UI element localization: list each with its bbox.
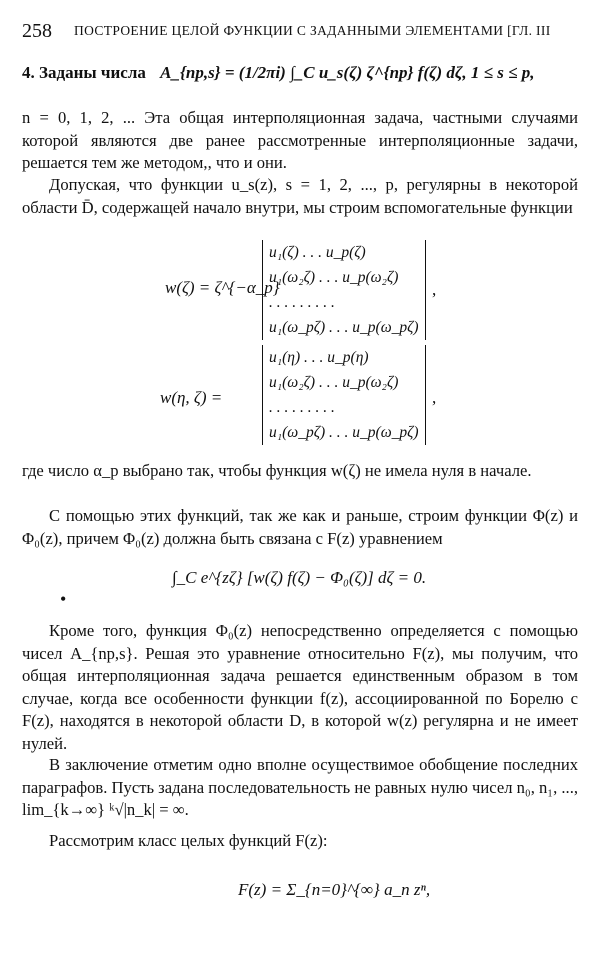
det2-row: u₁(ω_pζ) . . . u_p(ω_pζ) xyxy=(269,424,419,441)
section-4-formula: A_{np,s} = (1/2πi) ∫_C u_s(ζ) ζ^{np} f(ζ) dζ, 1 ≤ s ≤ p, xyxy=(160,63,535,82)
conclusion-text: В заключение отметим одно вполне осуществимое обобщение последних параграфов. Пусть задана последовательность не равных нулю чисел n₀, n₁, ..., lim_{k→∞} ᵏ√|n_k| = ∞. xyxy=(22,755,578,819)
paragraph-besides xyxy=(22,620,578,755)
consider-text: Рассмотрим класс целых функций F(z): xyxy=(49,831,328,850)
section-4-label: 4. Заданы числа xyxy=(22,63,146,82)
det1-row: u₁(ζ) . . . u_p(ζ) xyxy=(269,244,366,261)
phi-text: С помощью этих функций, так же как и раньше, строим функции Φ(z) и Φ₀(z), причем Φ₀(z) должна быть связана с F(z) уравнением xyxy=(22,506,578,548)
paragraph-phi xyxy=(22,505,578,550)
section-4-continuation xyxy=(22,107,578,175)
alpha-text: где число α_p выбрано так, чтобы функция w(ζ) не имела нуля в начале. xyxy=(22,461,532,480)
det2-lhs: w(η, ζ) = xyxy=(160,388,223,407)
running-title: ПОСТРОЕНИЕ ЦЕЛОЙ ФУНКЦИИ С ЗАДАННЫМИ ЭЛЕМЕНТАМИ [ГЛ. III xyxy=(74,23,551,38)
det1-row: . . . . . . . . . xyxy=(269,294,335,311)
det2-row: u₁(ω₂ζ) . . . u_p(ω₂ζ) xyxy=(269,374,399,391)
paragraph-assume xyxy=(22,174,578,219)
section-4-heading xyxy=(22,62,578,85)
page-header xyxy=(22,20,578,44)
det2-matrix xyxy=(262,345,426,445)
continuation-text: n = 0, 1, 2, ... Эта общая интерполяционная задача, частными случаями которой являются две ранее рассмотренные интерполяционные задачи, решается тем же методом,, что и они. xyxy=(22,108,578,172)
det1-row: u₁(ω₂ζ) . . . u_p(ω₂ζ) xyxy=(269,269,399,286)
stray-dot: • xyxy=(60,589,67,609)
series-formula: F(z) = Σ_{n=0}^{∞} a_n zⁿ, xyxy=(238,880,431,899)
det2-row: . . . . . . . . . xyxy=(269,399,335,416)
det2-comma: , xyxy=(432,388,437,407)
assume-text: Допуская, что функции u_s(z), s = 1, 2, ..., p, регулярны в некоторой области D̄, содержащей начало внутри, мы строим вспомогательные функции xyxy=(22,175,578,217)
besides-text: Кроме того, функция Φ₀(z) непосредственно определяется с помощью чисел A_{np,s}. Решая это уравнение относительно F(z), мы получим, что общая интерполяционная задача решается единственным образом в том случае, когда все особенности функции f(z), ассоциированной по Борелю с F(z), находятся в некоторой области D, в которой w(z) регулярна и не имеет нулей. xyxy=(22,621,578,753)
paragraph-alpha xyxy=(22,460,578,483)
det2-row: u₁(η) . . . u_p(η) xyxy=(269,349,369,366)
det1-matrix xyxy=(262,240,426,340)
page-number: 258 xyxy=(22,20,52,42)
integral-equation: ∫_C e^{zζ} [w(ζ) f(ζ) − Φ₀(ζ)] dζ = 0. xyxy=(172,568,427,587)
paragraph-consider xyxy=(22,830,578,853)
det1-comma: , xyxy=(432,280,437,299)
det1-row: u₁(ω_pζ) . . . u_p(ω_pζ) xyxy=(269,319,419,336)
det1-lhs: w(ζ) = ζ^{−α_p} xyxy=(165,278,280,297)
paragraph-conclusion xyxy=(22,754,578,822)
